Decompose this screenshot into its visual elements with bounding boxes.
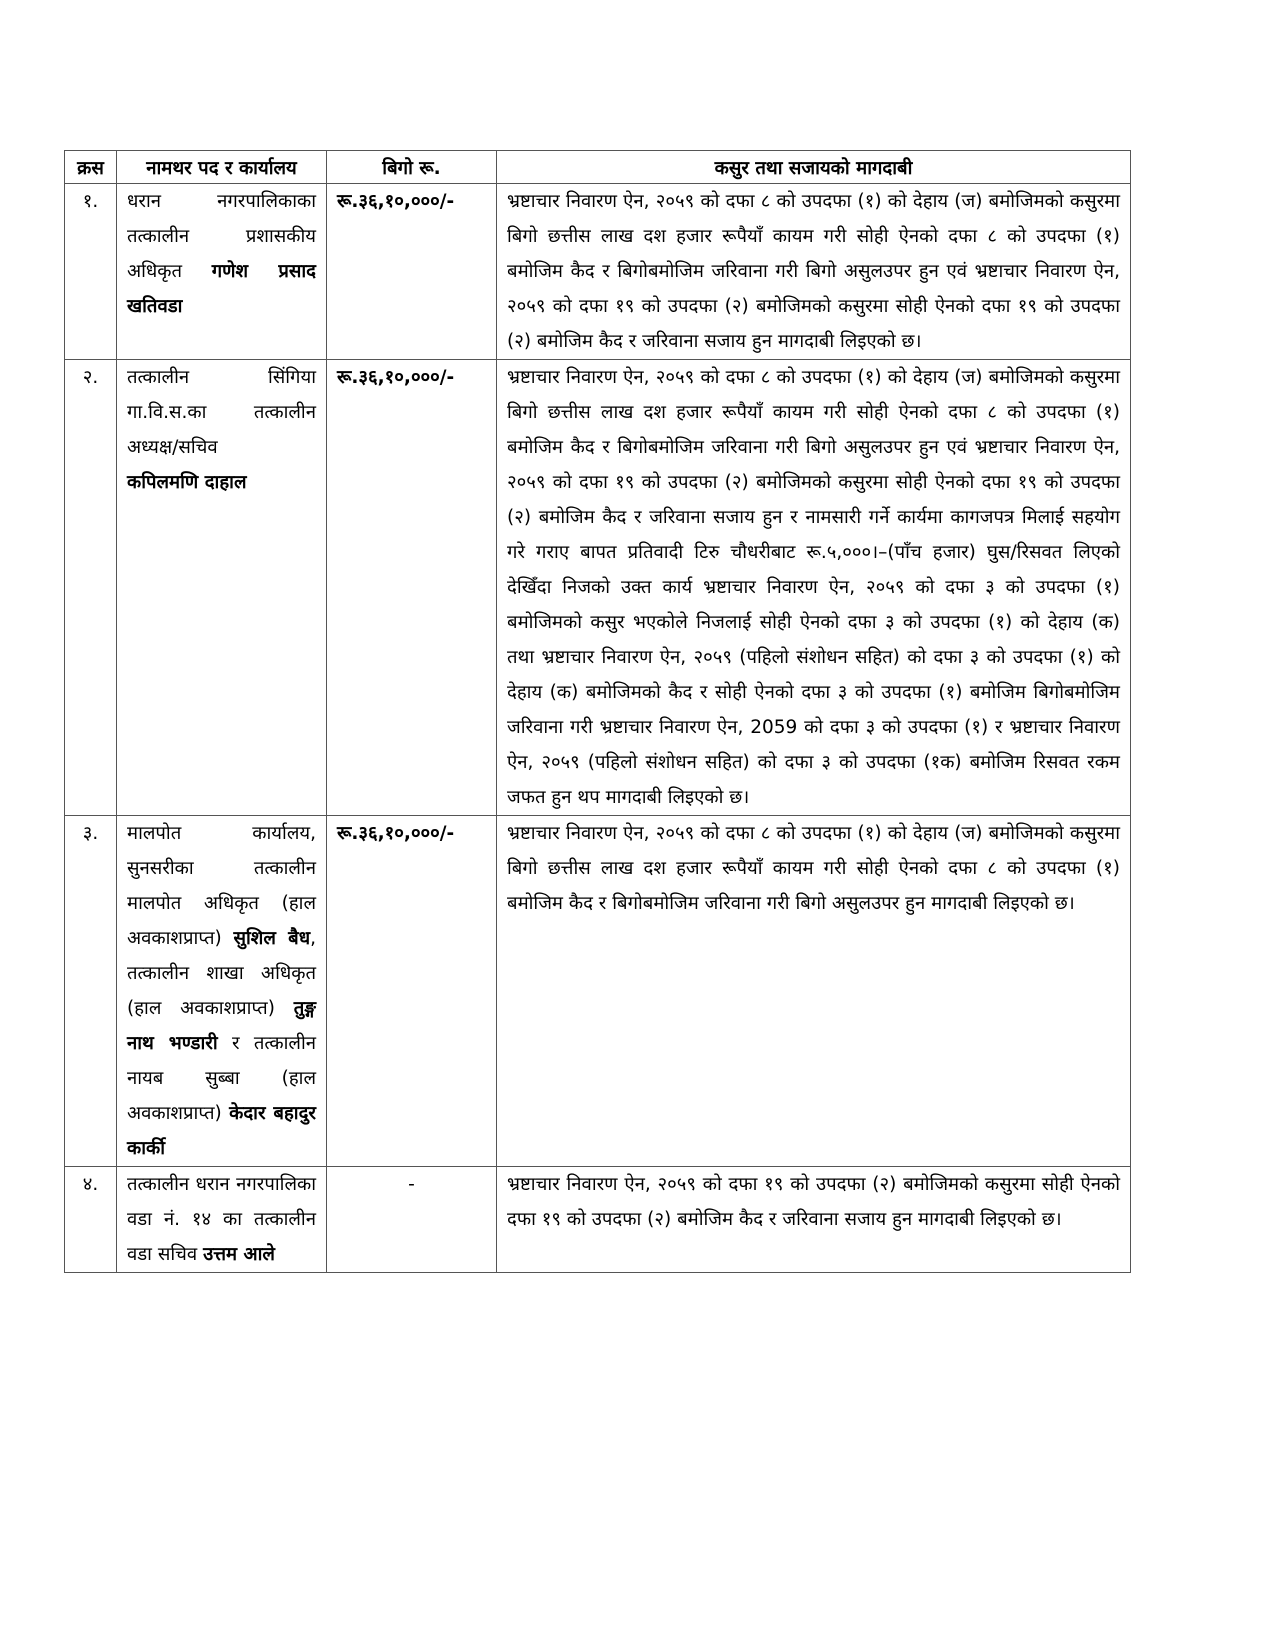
row-name <box>117 184 327 360</box>
row-charges: भ्रष्टाचार निवारण ऐन, २०५९ को दफा ८ को उपदफा (१) को देहाय (ज) बमोजिमको कसुरमा बिगो छत्तीस लाख दश हजार रूपैयाँ कायम गरी सोही ऐनको दफा ८ को उपदफा (१) बमोजिम कैद र बिगोबमोजिम जरिवाना गरी बिगो असुलउपर हुन एवं भ्रष्टाचार निवारण ऐन, २०५९ को दफा १९ को उपदफा (२) बमोजिमको कसुरमा सोही ऐनको दफा १९ को उपदफा (२) बमोजिम कैद र जरिवाना सजाय हुन र नामसारी गर्ने कार्यमा कागजपत्र मिलाई सहयोग गरे गराए बापत प्रतिवादी टिरु चौधरीबाट रू.५,०००।–(पाँच हजार) घुस/रिसवत लिएको देखिँदा निजको उक्त कार्य भ्रष्टाचार निवारण ऐन, २०५९ को दफा ३ को उपदफा (१) बमोजिमको कसुर भएकोले निजलाई सोही ऐनको दफा ३ को उपदफा (१) को देहाय (क) तथा भ्रष्टाचार निवारण ऐन, २०५९ (पहिलो संशोधन सहित) को दफा ३ को उपदफा (१) को देहाय (क) बमोजिमको कैद र सोही ऐनको दफा ३ को उपदफा (१) बमोजिम बिगोबमोजिम जरिवाना गरी भ्रष्टाचार निवारण ऐन, 2059 को दफा ३ को उपदफा (१) र भ्रष्टाचार निवारण ऐन, २०५९ (पहिलो संशोधन सहित) को दफा ३ को उपदफा (१क) बमोजिम रिसवत रकम जफत हुन थप मागदाबी लिइएको छ। <box>497 360 1131 816</box>
row-amount: रू.३६,१०,०००/- <box>327 184 497 360</box>
header-name: नामथर पद र कार्यालय <box>117 151 327 184</box>
case-table <box>64 150 1131 1273</box>
table-body <box>65 184 1131 1273</box>
table-row <box>65 360 1131 816</box>
name-part: र तत्कालीन नायब सुब्बा (हाल अवकाशप्राप्त) <box>127 1033 317 1124</box>
name-part: मालपोत कार्यालय, सुनसरीका तत्कालीन मालपोत अधिकृत (हाल अवकाशप्राप्त) <box>127 823 316 949</box>
row-charges: भ्रष्टाचार निवारण ऐन, २०५९ को दफा १९ को उपदफा (२) बमोजिमको कसुरमा सोही ऐनको दफा १९ को उपदफा (२) बमोजिम कैद र जरिवाना सजाय हुन मागदाबी लिइएको छ। <box>497 1167 1131 1273</box>
name-prefix: तत्कालीन सिंगिया गा.वि.स.का तत्कालीन अध्यक्ष/सचिव <box>127 367 316 458</box>
row-charges: भ्रष्टाचार निवारण ऐन, २०५९ को दफा ८ को उपदफा (१) को देहाय (ज) बमोजिमको कसुरमा बिगो छत्तीस लाख दश हजार रूपैयाँ कायम गरी सोही ऐनको दफा ८ को उपदफा (१) बमोजिम कैद र बिगोबमोजिम जरिवाना गरी बिगो असुलउपर हुन एवं भ्रष्टाचार निवारण ऐन, २०५९ को दफा १९ को उपदफा (२) बमोजिमको कसुरमा सोही ऐनको दफा १९ को उपदफा (२) बमोजिम कैद र जरिवाना सजाय हुन मागदाबी लिइएको छ। <box>497 184 1131 360</box>
header-amount: बिगो रू. <box>327 151 497 184</box>
table-row <box>65 1167 1131 1273</box>
table-header <box>65 151 1131 184</box>
header-row <box>65 151 1131 184</box>
person-name: गणेश प्रसाद खतिवडा <box>127 261 316 317</box>
header-charges: कसुर तथा सजायको मागदाबी <box>497 151 1131 184</box>
row-amount: रू.३६,१०,०००/- <box>327 816 497 1167</box>
row-serial: १. <box>65 184 117 360</box>
row-charges: भ्रष्टाचार निवारण ऐन, २०५९ को दफा ८ को उपदफा (१) को देहाय (ज) बमोजिमको कसुरमा बिगो छत्तीस लाख दश हजार रूपैयाँ कायम गरी सोही ऐनको दफा ८ को उपदफा (१) बमोजिम कैद र बिगोबमोजिम जरिवाना गरी बिगो असुलउपर हुन मागदाबी लिइएको छ। <box>497 816 1131 1167</box>
table-row <box>65 184 1131 360</box>
row-name <box>117 816 327 1167</box>
row-serial: ४. <box>65 1167 117 1273</box>
person-name: उत्तम आले <box>203 1244 275 1265</box>
table-row <box>65 816 1131 1167</box>
person-name: सुशिल बैध <box>233 928 311 949</box>
row-amount: रू.३६,१०,०००/- <box>327 360 497 816</box>
row-name <box>117 360 327 816</box>
row-serial: २. <box>65 360 117 816</box>
row-name <box>117 1167 327 1273</box>
name-part: , तत्कालीन शाखा अधिकृत (हाल अवकाशप्राप्त) <box>127 928 316 1019</box>
name-prefix: धरान नगरपालिकाका तत्कालीन प्रशासकीय अधिकृत <box>127 191 316 282</box>
name-prefix: तत्कालीन धरान नगरपालिका वडा नं. १४ का तत्कालीन वडा सचिव <box>127 1174 316 1265</box>
header-serial: क्रस <box>65 151 117 184</box>
person-name: कपिलमणि दाहाल <box>127 472 247 493</box>
row-amount: - <box>327 1167 497 1273</box>
row-serial: ३. <box>65 816 117 1167</box>
person-name: तुङ्ग नाथ भण्डारी <box>127 998 316 1054</box>
person-name: केदार बहादुर कार्की <box>127 1103 316 1159</box>
